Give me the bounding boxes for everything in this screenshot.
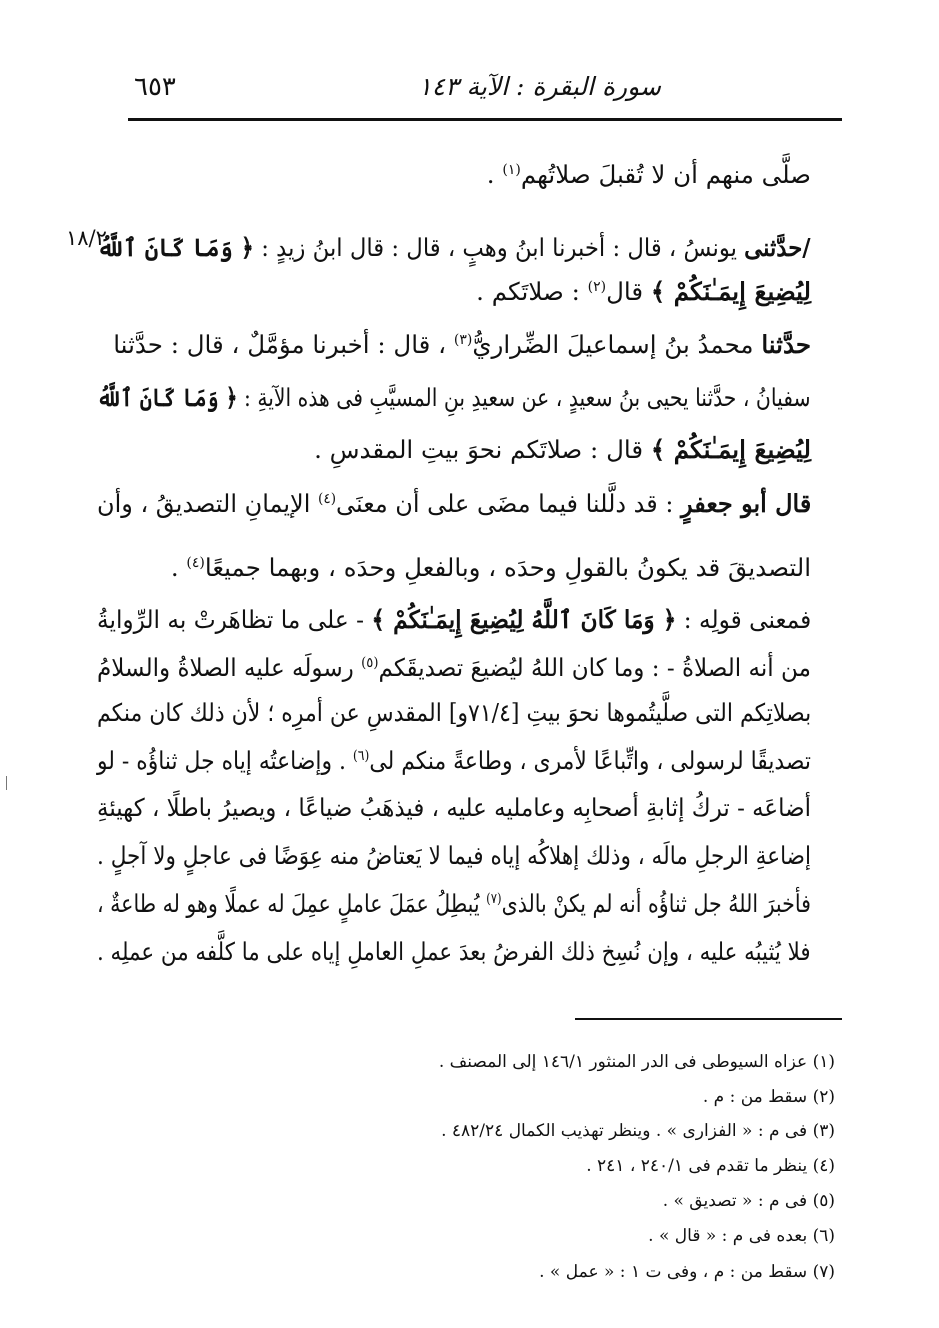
text-line (97, 378, 811, 418)
text-run: . (486, 160, 503, 189)
text-run: : قد دلَّلنا فيما مضَى على أن معنَى (335, 489, 681, 518)
footnote: (٤) ينظر ما تقدم فى ٢٤٠/١ ، ٢٤١ . (586, 1156, 835, 1176)
text-run: - على ما تظاهَرتْ به الرِّوايةُ (96, 605, 372, 634)
text-run: قال : صلاتَكم نحوَ بيتِ المقدسِ . (314, 435, 651, 464)
text-run: محمدُ بنُ إسماعيلَ الضِّراريُّ (472, 330, 762, 359)
text-run: رسولَه عليه الصلاةُ والسلامُ (97, 653, 362, 682)
header-rule (128, 118, 842, 121)
text-line (314, 430, 811, 470)
text-line (97, 884, 811, 924)
text-run: صلَّى منهم أن لا تُقبلَ صلاتُهم (520, 160, 811, 189)
text-line (97, 788, 811, 828)
text-line (97, 741, 811, 781)
text-run: بصلاتِكم التى صلَّيتُموها نحوَ بيتِ [٧١/٤و] المقدسِ عن أمرِه ؛ لأن ذلك كان منكم (96, 698, 811, 727)
text-run: أضاعَه - تركُ إثابةِ أصحابِه وعامليه عليه ، فيذهَبُ ضياعًا ، ويصيرُ باطلًا ، كهيئةِ (97, 793, 811, 822)
text-run: . (170, 553, 187, 582)
footnote-marker: (٢) (587, 278, 607, 295)
text-line (487, 155, 811, 195)
bold-lead: /حدَّثنى (744, 233, 811, 262)
text-run: فلا يُثيبُه عليه ، وإن نُسِخ ذلك الفرضُ بعدَ عملِ العاملِ إياه على ما كلَّفه من عملِه . (97, 937, 811, 966)
footnote-marker: (٧) (486, 890, 502, 907)
text-run: قال (606, 277, 651, 306)
text-line (97, 484, 811, 524)
text-run: . وإضاعتُه إياه جل ثناؤُه - لو (97, 746, 353, 775)
footnote-marker: (٦) (352, 747, 370, 764)
footnote-marker: (٣) (453, 331, 473, 348)
bold-lead: حدَّثنا (761, 330, 811, 359)
quran-quote: ﴿ وَمَا كَانَ ٱللَّهُ (97, 383, 238, 412)
running-title: سورة البقرة : الآية ١٤٣ (418, 72, 661, 101)
quran-quote: لِيُضِيعَ إِيمَـٰنَكُمْ ﴾ (650, 277, 811, 306)
footnote-marker: (٤) (317, 490, 336, 507)
text-line (97, 836, 811, 876)
text-line (171, 548, 811, 588)
text-line (476, 272, 811, 312)
text-run: سفيانُ ، حدَّثنا يحيى بنُ سعيدٍ ، عن سعيدِ بنِ المسيَّبِ فى هذه الآيةِ : (237, 383, 812, 412)
quran-quote: ﴿ وَمَا كَانَ ٱللَّهُ (97, 233, 255, 262)
footnote-marker: (٥) (361, 654, 379, 671)
footnote: (٥) فى م : « تصديق » . (662, 1191, 835, 1211)
scan-mark (6, 776, 7, 790)
footnote: (٧) سقط من : م ، وفى ت ١ : « عمل » . (539, 1262, 835, 1282)
footnote-marker: (٤) (186, 554, 205, 571)
text-run: إضاعةِ الرجلِ مالَه ، وذلك إهلاكُه إياه فيما لا يَعتاضُ منه عِوَضًا فى عاجلٍ ولا آجلٍ . (97, 841, 811, 870)
text-run: التصديقَ قد يكونُ بالقولِ وحدَه ، وبالفعلِ وحدَه ، وبهما جميعًا (204, 553, 811, 582)
text-run: فمعنى قولِه : (676, 605, 811, 634)
text-run: من أنه الصلاةُ - : وما كان اللهُ ليُضيعَ تصديقَكم (378, 653, 811, 682)
page-header (128, 66, 841, 114)
footnote-marker: (١) (502, 161, 521, 178)
quran-quote: ﴿ وَمَا كَانَ ٱللَّهُ لِيُضِيعَ إِيمَـٰنَكُمْ ﴾ (371, 605, 677, 634)
text-line (97, 600, 811, 640)
bold-lead: قال أبو جعفرٍ (680, 489, 811, 518)
text-run: : صلاتَكم . (476, 277, 588, 306)
footnote: (١) عزاه السيوطى فى الدر المنثور ١٤٦/١ إلى المصنف . (438, 1052, 835, 1072)
text-run: فأخبرَ اللهُ جل ثناؤُه أنه لم يكنْ بالذى (501, 889, 811, 918)
margin-reference: ١٨/٢ (66, 226, 107, 250)
text-run: الإيمانِ التصديقُ ، وأن (96, 489, 318, 518)
page-number: ٦٥٣ (134, 72, 176, 102)
footnote-rule (575, 1018, 842, 1020)
quran-quote: لِيُضِيعَ إِيمَـٰنَكُمْ ﴾ (650, 435, 811, 464)
text-run: تصديقًا لرسولى ، واتِّباعًا لأمرى ، وطاعةً منكم لى (369, 746, 811, 775)
footnote: (٦) بعده فى م : « قال » . (648, 1226, 835, 1246)
text-line (97, 932, 811, 972)
text-run: يونسُ ، قال : أخبرنا ابنُ وهبٍ ، قال : قال ابنُ زيدٍ : (254, 233, 745, 262)
text-line (113, 325, 811, 365)
text-line (97, 228, 811, 268)
text-run: ، قال : أخبرنا مؤمَّلٌ ، قال : حدَّثنا (113, 330, 454, 359)
text-line (97, 693, 811, 733)
text-run: يُبطِلُ عمَلَ عاملٍ عمِلَ له عملًا وهو له طاعةٌ ، (97, 889, 487, 918)
footnote: (٢) سقط من : م . (702, 1087, 835, 1107)
text-line (97, 648, 811, 688)
footnote: (٣) فى م : « الفزارى » . وينظر تهذيب الكمال ٤٨٢/٢٤ . (441, 1121, 835, 1141)
